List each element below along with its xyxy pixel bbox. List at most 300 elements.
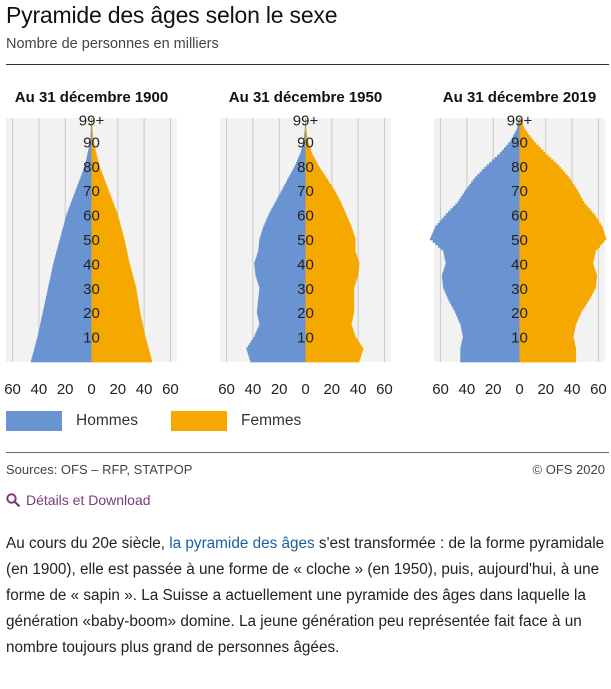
x-tick-2-2: 20 xyxy=(484,381,502,398)
bar-women-2-32 xyxy=(520,281,597,284)
bar-men-2-44 xyxy=(444,252,520,255)
age-tick-1-3: 40 xyxy=(297,256,314,274)
age-tick-1-1: 20 xyxy=(297,305,314,323)
bar-men-0-3 xyxy=(33,352,92,355)
bar-women-1-15 xyxy=(306,323,352,326)
bar-men-0-35 xyxy=(51,274,92,277)
bar-men-2-59 xyxy=(444,216,520,219)
x-tick-1-2: 20 xyxy=(270,381,288,398)
age-tick-0-3: 40 xyxy=(83,256,100,274)
bar-women-1-75 xyxy=(306,177,327,180)
header-divider xyxy=(6,64,609,65)
bar-women-1-3 xyxy=(306,352,362,355)
x-tick-0-5: 40 xyxy=(135,381,153,398)
bar-men-2-31 xyxy=(443,284,520,287)
age-tick-1-2: 30 xyxy=(297,280,314,298)
bar-women-2-56 xyxy=(520,223,601,226)
x-tick-1-1: 40 xyxy=(244,381,262,398)
bar-women-1-85 xyxy=(306,152,313,155)
bar-men-2-42 xyxy=(445,257,520,260)
bar-women-2-27 xyxy=(520,294,592,297)
bar-women-0-1 xyxy=(92,357,152,360)
bar-women-2-46 xyxy=(520,247,598,250)
bar-women-2-84 xyxy=(520,155,549,158)
age-tick-0-8: 90 xyxy=(83,134,100,152)
bar-men-1-54 xyxy=(263,228,306,231)
search-icon xyxy=(6,493,20,507)
bar-men-2-64 xyxy=(455,203,519,206)
bar-women-1-5 xyxy=(306,347,364,350)
description-paragraph xyxy=(6,531,606,661)
bar-women-1-74 xyxy=(306,179,329,182)
population-pyramids-chart xyxy=(0,78,611,403)
bar-men-1-15 xyxy=(259,323,305,326)
bar-men-0-45 xyxy=(57,250,92,253)
bar-women-2-63 xyxy=(520,206,589,209)
bar-men-2-27 xyxy=(446,294,519,297)
bar-women-2-57 xyxy=(520,220,600,223)
bar-men-0-14 xyxy=(40,325,92,328)
bar-women-1-84 xyxy=(306,155,314,158)
age-tick-0-1: 20 xyxy=(83,305,100,323)
bar-men-1-74 xyxy=(287,179,305,182)
bar-women-2-30 xyxy=(520,286,596,289)
bar-women-0-14 xyxy=(92,325,144,328)
bar-women-2-35 xyxy=(520,274,598,277)
bar-men-2-36 xyxy=(443,272,520,275)
bar-women-2-75 xyxy=(520,177,570,180)
bar-women-0-74 xyxy=(92,179,105,182)
bar-women-1-2 xyxy=(306,355,362,358)
bar-women-2-59 xyxy=(520,216,597,219)
bar-women-2-29 xyxy=(520,289,595,292)
bar-women-2-33 xyxy=(520,279,597,282)
bar-women-1-4 xyxy=(306,350,363,353)
bar-women-2-68 xyxy=(520,194,581,197)
bar-men-1-2 xyxy=(249,355,306,358)
bar-men-2-85 xyxy=(500,152,520,155)
bar-women-2-49 xyxy=(520,240,605,243)
bar-men-2-60 xyxy=(446,213,520,216)
x-tick-2-4: 20 xyxy=(537,381,555,398)
bar-men-2-32 xyxy=(443,281,520,284)
bar-women-2-65 xyxy=(520,201,584,204)
bar-women-1-34 xyxy=(306,277,358,280)
bar-women-2-25 xyxy=(520,299,590,302)
bar-women-2-71 xyxy=(520,186,576,189)
bar-men-2-22 xyxy=(452,306,519,309)
bar-men-0-5 xyxy=(34,347,91,350)
bar-men-1-34 xyxy=(256,277,305,280)
bar-men-2-35 xyxy=(442,274,520,277)
bar-women-2-85 xyxy=(520,152,546,155)
age-tick-0-0: 10 xyxy=(83,329,100,347)
bar-women-1-94 xyxy=(306,130,307,133)
bar-men-2-26 xyxy=(447,296,519,299)
bar-men-1-64 xyxy=(274,203,306,206)
age-tick-0-5: 60 xyxy=(83,207,100,225)
bar-men-1-85 xyxy=(300,152,305,155)
bar-men-2-29 xyxy=(444,289,519,292)
age-tick-2-3: 40 xyxy=(511,256,528,274)
bar-men-1-3 xyxy=(248,352,306,355)
x-tick-1-0: 60 xyxy=(218,381,235,398)
bar-women-2-45 xyxy=(520,250,596,253)
bar-men-2-24 xyxy=(450,301,520,304)
bar-men-2-54 xyxy=(434,228,519,231)
bar-women-1-35 xyxy=(306,274,359,277)
x-tick-1-3: 0 xyxy=(301,381,310,398)
x-tick-0-0: 60 xyxy=(4,381,21,398)
bar-men-2-21 xyxy=(454,308,520,311)
bar-men-2-62 xyxy=(451,208,520,211)
bar-men-1-44 xyxy=(257,252,305,255)
bar-women-2-21 xyxy=(520,308,583,311)
bar-men-2-47 xyxy=(438,245,520,248)
bar-women-2-74 xyxy=(520,179,572,182)
bar-men-2-0 xyxy=(460,360,519,363)
bar-women-2-64 xyxy=(520,203,587,206)
legend-label-men: Hommes xyxy=(76,412,139,429)
bar-men-2-50 xyxy=(430,238,519,241)
age-tick-1-4: 50 xyxy=(297,232,314,249)
x-tick-0-4: 20 xyxy=(109,381,127,398)
bar-men-1-35 xyxy=(256,274,306,277)
bar-men-0-55 xyxy=(63,225,91,228)
bar-women-2-60 xyxy=(520,213,595,216)
bar-women-2-42 xyxy=(520,257,595,260)
bar-women-0-6 xyxy=(92,345,149,348)
bar-women-2-51 xyxy=(520,235,606,238)
bar-women-1-14 xyxy=(306,325,353,328)
bar-men-2-49 xyxy=(433,240,520,243)
legend-swatch-men xyxy=(6,411,62,431)
age-tick-2-5: 60 xyxy=(511,207,528,225)
bar-women-2-31 xyxy=(520,284,597,287)
age-tick-2-0: 10 xyxy=(511,329,528,347)
age-tick-2-8: 90 xyxy=(511,134,528,152)
bar-women-0-64 xyxy=(92,203,115,206)
age-tick-0-9: 99+ xyxy=(78,112,105,130)
bar-men-2-75 xyxy=(475,177,520,180)
bar-women-2-41 xyxy=(520,260,594,263)
bar-women-2-23 xyxy=(520,303,587,306)
bar-women-2-53 xyxy=(520,230,604,233)
bar-men-1-25 xyxy=(258,299,305,302)
bar-men-1-45 xyxy=(258,250,305,253)
bar-men-2-33 xyxy=(442,279,519,282)
bar-women-0-65 xyxy=(92,201,114,204)
x-tick-1-6: 60 xyxy=(376,381,393,398)
bar-women-0-35 xyxy=(92,274,133,277)
bar-women-2-44 xyxy=(520,252,596,255)
age-tick-1-9: 99+ xyxy=(292,112,319,130)
bar-women-2-52 xyxy=(520,233,605,236)
bar-women-2-36 xyxy=(520,272,597,275)
bar-women-2-1 xyxy=(520,357,577,360)
bar-men-2-41 xyxy=(445,260,519,263)
bar-men-2-14 xyxy=(461,325,520,328)
bar-men-2-15 xyxy=(460,323,519,326)
x-tick-0-3: 0 xyxy=(87,381,96,398)
bar-men-0-44 xyxy=(56,252,92,255)
bar-women-1-44 xyxy=(306,252,357,255)
bar-men-1-75 xyxy=(288,177,305,180)
bar-men-1-14 xyxy=(258,325,305,328)
bar-men-2-3 xyxy=(460,352,519,355)
legend-label-women: Femmes xyxy=(241,412,302,429)
bar-men-2-34 xyxy=(442,277,519,280)
x-tick-2-5: 40 xyxy=(563,381,581,398)
age-tick-2-7: 80 xyxy=(511,158,528,176)
legend-item-men xyxy=(6,410,138,432)
x-tick-0-1: 40 xyxy=(30,381,48,398)
bar-women-2-6 xyxy=(520,345,576,348)
age-tick-2-6: 70 xyxy=(511,183,528,201)
bar-women-1-25 xyxy=(306,299,355,302)
bar-women-2-15 xyxy=(520,323,577,326)
bar-women-2-28 xyxy=(520,291,594,294)
bar-men-0-2 xyxy=(32,355,91,358)
bar-men-2-25 xyxy=(448,299,519,302)
page-subtitle: Nombre de personnes en milliers xyxy=(6,36,219,52)
bar-men-1-0 xyxy=(250,360,305,363)
age-tick-1-7: 80 xyxy=(297,158,314,176)
bar-women-2-20 xyxy=(520,311,582,314)
bar-men-2-56 xyxy=(437,223,519,226)
panel-title-1: Au 31 décembre 1950 xyxy=(228,89,383,106)
bar-men-2-40 xyxy=(446,262,520,265)
bar-men-0-94 xyxy=(91,130,92,133)
bar-women-2-55 xyxy=(520,225,603,228)
bar-men-1-24 xyxy=(258,301,306,304)
bar-women-2-39 xyxy=(520,264,594,267)
legend-swatch-women xyxy=(171,411,227,431)
x-tick-0-6: 60 xyxy=(162,381,179,398)
bar-women-1-45 xyxy=(306,250,356,253)
bar-women-2-40 xyxy=(520,262,594,265)
bar-women-0-84 xyxy=(92,155,98,158)
bar-men-1-84 xyxy=(299,155,305,158)
bar-men-2-53 xyxy=(433,230,519,233)
bar-men-2-1 xyxy=(460,357,519,360)
bar-men-0-24 xyxy=(45,301,92,304)
bar-men-2-39 xyxy=(445,264,519,267)
bar-men-2-48 xyxy=(435,242,519,245)
bar-women-0-54 xyxy=(92,228,122,231)
sources-text: Sources: OFS – RFP, STATPOP xyxy=(6,462,193,477)
bar-women-2-16 xyxy=(520,321,578,324)
bar-women-2-66 xyxy=(520,199,583,202)
bar-women-2-47 xyxy=(520,245,601,248)
age-tick-1-5: 60 xyxy=(297,207,314,225)
age-tick-0-4: 50 xyxy=(83,232,100,249)
bar-men-0-84 xyxy=(87,155,91,158)
age-tick-2-9: 99+ xyxy=(506,112,533,130)
bar-women-2-94 xyxy=(520,130,527,133)
bar-women-2-54 xyxy=(520,228,604,231)
bar-women-2-70 xyxy=(520,189,578,192)
x-tick-2-0: 60 xyxy=(432,381,449,398)
bar-women-1-24 xyxy=(306,301,355,304)
bar-men-0-1 xyxy=(32,357,92,360)
bar-women-2-19 xyxy=(520,313,581,316)
details-download-label: Détails et Download xyxy=(26,492,151,508)
bar-women-2-18 xyxy=(520,316,580,319)
bar-men-2-46 xyxy=(441,247,520,250)
details-download-link[interactable] xyxy=(6,492,151,508)
bar-women-0-3 xyxy=(92,352,151,355)
bar-women-2-67 xyxy=(520,196,582,199)
bar-women-0-45 xyxy=(92,250,128,253)
bar-men-0-0 xyxy=(31,360,92,363)
bar-men-0-4 xyxy=(34,350,92,353)
bar-men-0-34 xyxy=(50,277,91,280)
bar-women-0-24 xyxy=(92,301,139,304)
bar-men-2-18 xyxy=(457,316,519,319)
panel-title-2: Au 31 décembre 2019 xyxy=(442,89,597,106)
x-tick-2-1: 40 xyxy=(458,381,476,398)
bar-women-1-54 xyxy=(306,228,353,231)
bar-women-2-2 xyxy=(520,355,577,358)
bar-women-2-34 xyxy=(520,277,597,280)
bar-women-0-75 xyxy=(92,177,104,180)
age-tick-0-6: 70 xyxy=(83,183,100,201)
bar-women-2-14 xyxy=(520,325,576,328)
bar-women-1-64 xyxy=(306,203,343,206)
bar-men-2-20 xyxy=(455,311,519,314)
bar-women-0-0 xyxy=(92,360,153,363)
bar-men-2-63 xyxy=(453,206,520,209)
bar-women-2-48 xyxy=(520,242,603,245)
bar-women-0-44 xyxy=(92,252,128,255)
x-tick-1-5: 40 xyxy=(349,381,367,398)
bar-women-1-65 xyxy=(306,201,342,204)
bar-women-1-0 xyxy=(306,360,360,363)
bar-women-2-3 xyxy=(520,352,577,355)
x-tick-0-2: 20 xyxy=(56,381,74,398)
bar-men-2-58 xyxy=(442,218,520,221)
bar-men-1-94 xyxy=(305,130,306,133)
bar-men-2-65 xyxy=(458,201,520,204)
bar-women-1-55 xyxy=(306,225,352,228)
bar-women-2-17 xyxy=(520,318,579,321)
footer-divider xyxy=(6,452,609,453)
copyright-text: © OFS 2020 xyxy=(532,462,605,477)
bar-women-2-26 xyxy=(520,296,591,299)
bar-men-2-52 xyxy=(432,233,519,236)
bar-women-0-2 xyxy=(92,355,151,358)
age-tick-1-0: 10 xyxy=(297,329,314,347)
bar-women-0-7 xyxy=(92,342,148,345)
bar-women-0-4 xyxy=(92,350,150,353)
bar-women-2-0 xyxy=(520,360,577,363)
bar-men-1-55 xyxy=(263,225,305,228)
bar-men-0-75 xyxy=(80,177,91,180)
bar-women-1-6 xyxy=(306,345,362,348)
bar-men-0-25 xyxy=(45,299,91,302)
bar-women-2-24 xyxy=(520,301,588,304)
bar-men-0-15 xyxy=(40,323,91,326)
bar-women-2-5 xyxy=(520,347,577,350)
age-tick-0-2: 30 xyxy=(83,280,100,298)
bar-men-1-4 xyxy=(247,350,305,353)
bar-women-0-94 xyxy=(92,130,93,133)
bar-men-2-94 xyxy=(516,130,520,133)
bar-women-2-38 xyxy=(520,267,595,270)
bar-men-0-64 xyxy=(70,203,91,206)
bar-men-0-85 xyxy=(88,152,92,155)
bar-men-2-45 xyxy=(443,250,519,253)
bar-women-0-55 xyxy=(92,225,122,228)
x-tick-2-6: 60 xyxy=(590,381,607,398)
description-text-start: Au cours du 20e siècle, xyxy=(6,535,170,552)
bar-men-2-2 xyxy=(460,355,519,358)
bar-women-0-25 xyxy=(92,299,139,302)
bar-women-2-61 xyxy=(520,211,593,214)
bar-men-2-43 xyxy=(444,255,519,258)
legend-item-women xyxy=(171,410,301,432)
bar-women-0-34 xyxy=(92,277,134,280)
bar-men-2-28 xyxy=(445,291,519,294)
description-text-rest: s'est transformée : de la forme pyramidale (en 1900), elle est passée à une forme de « cloche » (en 1950), puis, aujourd'hui, à une forme de « sapin ». La Suisse a actuellement une pyramide des âges dans laquelle la génération «baby-boom» domine. La jeune génération peu représentée fait face à un nombre toujours plus grand de personnes âgées. xyxy=(6,535,605,656)
bar-men-1-1 xyxy=(249,357,305,360)
bar-men-2-5 xyxy=(460,347,519,350)
bar-men-2-37 xyxy=(443,269,519,272)
bar-men-2-74 xyxy=(473,179,520,182)
bar-men-0-54 xyxy=(63,228,92,231)
bar-men-2-57 xyxy=(440,220,520,223)
bar-men-2-51 xyxy=(431,235,519,238)
panel-title-0: Au 31 décembre 1900 xyxy=(14,89,169,106)
age-tick-1-8: 90 xyxy=(297,134,314,152)
bar-women-2-43 xyxy=(520,255,595,258)
bar-men-0-74 xyxy=(79,179,91,182)
bar-men-2-30 xyxy=(443,286,519,289)
bar-men-2-84 xyxy=(497,155,519,158)
bar-women-2-37 xyxy=(520,269,596,272)
bar-women-2-69 xyxy=(520,191,579,194)
bar-men-1-65 xyxy=(275,201,305,204)
bar-women-2-22 xyxy=(520,306,585,309)
bar-men-2-38 xyxy=(444,267,519,270)
age-tick-0-7: 80 xyxy=(83,158,100,176)
bar-men-1-5 xyxy=(246,347,305,350)
bar-women-2-4 xyxy=(520,350,577,353)
bar-men-2-61 xyxy=(448,211,519,214)
page-title: Pyramide des âges selon le sexe xyxy=(6,2,338,28)
bar-women-2-58 xyxy=(520,218,598,221)
bar-women-0-15 xyxy=(92,323,143,326)
age-tick-2-2: 30 xyxy=(511,280,528,298)
age-tick-2-1: 20 xyxy=(511,305,528,323)
age-tick-1-6: 70 xyxy=(297,183,314,201)
bar-men-2-19 xyxy=(456,313,519,316)
bar-men-0-65 xyxy=(71,201,91,204)
bar-women-1-1 xyxy=(306,357,361,360)
bar-women-0-85 xyxy=(92,152,97,155)
x-tick-2-3: 0 xyxy=(515,381,524,398)
pyramide-link[interactable]: la pyramide des âges xyxy=(169,535,315,552)
age-tick-2-4: 50 xyxy=(511,232,528,249)
x-tick-1-4: 20 xyxy=(323,381,341,398)
bar-women-0-5 xyxy=(92,347,149,350)
bar-men-2-4 xyxy=(460,350,519,353)
bar-men-2-55 xyxy=(435,225,519,228)
bar-men-2-23 xyxy=(451,303,519,306)
bar-women-2-62 xyxy=(520,208,591,211)
bar-women-2-50 xyxy=(520,238,607,241)
